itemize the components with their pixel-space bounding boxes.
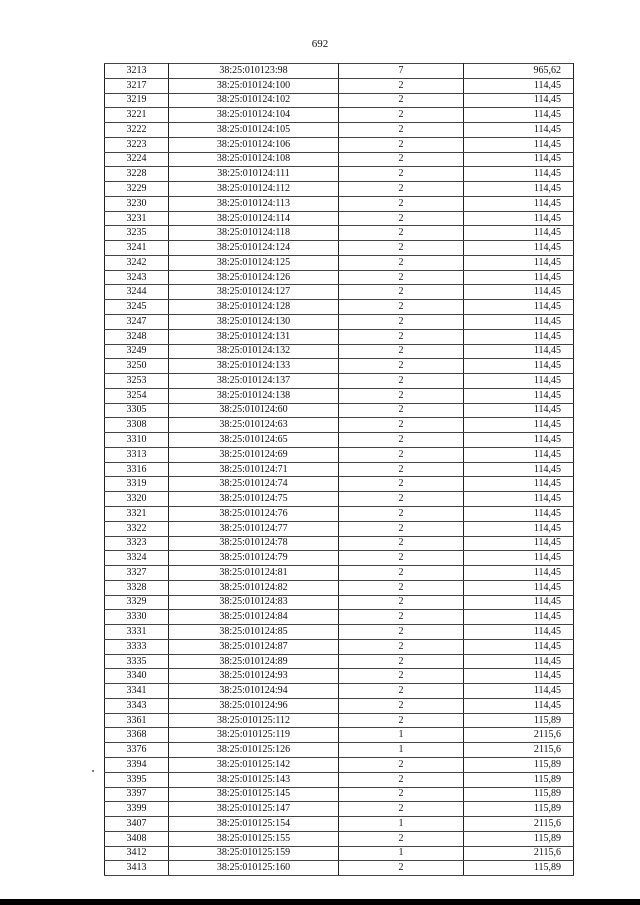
table-row <box>105 492 574 507</box>
row-count: 2 <box>339 713 464 728</box>
cadastral-number: 38:25:010124:132 <box>169 344 339 359</box>
row-id: 3319 <box>105 477 169 492</box>
table-row <box>105 787 574 802</box>
table-row <box>105 182 574 197</box>
row-area: 114,45 <box>464 241 574 256</box>
table-row <box>105 167 574 182</box>
row-area: 115,89 <box>464 787 574 802</box>
table-row <box>105 403 574 418</box>
row-count: 2 <box>339 93 464 108</box>
row-area: 114,45 <box>464 196 574 211</box>
cadastral-number: 38:25:010125:142 <box>169 757 339 772</box>
cadastral-number: 38:25:010124:85 <box>169 625 339 640</box>
table-row <box>105 728 574 743</box>
row-id: 3221 <box>105 108 169 123</box>
row-count: 2 <box>339 78 464 93</box>
row-count: 2 <box>339 610 464 625</box>
row-area: 114,45 <box>464 137 574 152</box>
row-id: 3340 <box>105 669 169 684</box>
row-id: 3412 <box>105 846 169 861</box>
scan-speck <box>92 770 94 772</box>
row-area: 114,45 <box>464 654 574 669</box>
table-row <box>105 123 574 138</box>
cadastral-number: 38:25:010124:89 <box>169 654 339 669</box>
row-id: 3330 <box>105 610 169 625</box>
row-area: 965,62 <box>464 64 574 79</box>
row-area: 114,45 <box>464 625 574 640</box>
row-area: 114,45 <box>464 167 574 182</box>
table-row <box>105 861 574 876</box>
table-row <box>105 477 574 492</box>
row-area: 114,45 <box>464 108 574 123</box>
row-area: 2115,6 <box>464 728 574 743</box>
row-id: 3341 <box>105 684 169 699</box>
row-count: 2 <box>339 492 464 507</box>
row-area: 114,45 <box>464 226 574 241</box>
cadastral-number: 38:25:010123:98 <box>169 64 339 79</box>
cadastral-number: 38:25:010124:127 <box>169 285 339 300</box>
row-area: 114,45 <box>464 698 574 713</box>
row-area: 2115,6 <box>464 743 574 758</box>
row-area: 114,45 <box>464 315 574 330</box>
cadastral-number: 38:25:010124:131 <box>169 329 339 344</box>
row-count: 2 <box>339 196 464 211</box>
table-row <box>105 64 574 79</box>
row-id: 3397 <box>105 787 169 802</box>
row-id: 3245 <box>105 300 169 315</box>
cadastral-number: 38:25:010125:160 <box>169 861 339 876</box>
table-row <box>105 447 574 462</box>
table-row <box>105 654 574 669</box>
row-count: 2 <box>339 625 464 640</box>
row-count: 7 <box>339 64 464 79</box>
row-count: 2 <box>339 374 464 389</box>
row-area: 114,45 <box>464 610 574 625</box>
row-id: 3231 <box>105 211 169 226</box>
row-area: 114,45 <box>464 78 574 93</box>
cadastral-number: 38:25:010124:76 <box>169 506 339 521</box>
table-row <box>105 595 574 610</box>
row-id: 3343 <box>105 698 169 713</box>
row-area: 114,45 <box>464 506 574 521</box>
row-id: 3327 <box>105 566 169 581</box>
row-count: 2 <box>339 698 464 713</box>
cadastral-number: 38:25:010124:75 <box>169 492 339 507</box>
row-area: 115,89 <box>464 772 574 787</box>
cadastral-number: 38:25:010124:114 <box>169 211 339 226</box>
row-count: 2 <box>339 551 464 566</box>
cadastral-number: 38:25:010124:96 <box>169 698 339 713</box>
table-row <box>105 315 574 330</box>
cadastral-number: 38:25:010124:93 <box>169 669 339 684</box>
row-id: 3229 <box>105 182 169 197</box>
row-id: 3248 <box>105 329 169 344</box>
row-count: 2 <box>339 255 464 270</box>
table-row <box>105 359 574 374</box>
cadastral-number: 38:25:010124:111 <box>169 167 339 182</box>
cadastral-number: 38:25:010125:159 <box>169 846 339 861</box>
table-row <box>105 374 574 389</box>
row-id: 3322 <box>105 521 169 536</box>
row-count: 2 <box>339 536 464 551</box>
row-area: 114,45 <box>464 182 574 197</box>
row-id: 3321 <box>105 506 169 521</box>
cadastral-number: 38:25:010125:147 <box>169 802 339 817</box>
row-count: 2 <box>339 285 464 300</box>
row-count: 2 <box>339 802 464 817</box>
row-area: 114,45 <box>464 403 574 418</box>
row-id: 3413 <box>105 861 169 876</box>
row-count: 2 <box>339 639 464 654</box>
row-area: 114,45 <box>464 152 574 167</box>
table-row <box>105 78 574 93</box>
table-row <box>105 462 574 477</box>
row-id: 3249 <box>105 344 169 359</box>
table-row <box>105 93 574 108</box>
row-count: 2 <box>339 595 464 610</box>
row-id: 3243 <box>105 270 169 285</box>
row-area: 114,45 <box>464 374 574 389</box>
row-area: 115,89 <box>464 861 574 876</box>
cadastral-number: 38:25:010124:126 <box>169 270 339 285</box>
row-count: 2 <box>339 772 464 787</box>
row-count: 2 <box>339 506 464 521</box>
row-area: 114,45 <box>464 211 574 226</box>
row-count: 1 <box>339 743 464 758</box>
cadastral-number: 38:25:010124:60 <box>169 403 339 418</box>
row-count: 2 <box>339 359 464 374</box>
row-count: 2 <box>339 300 464 315</box>
table-row <box>105 241 574 256</box>
row-id: 3313 <box>105 447 169 462</box>
table-row <box>105 713 574 728</box>
row-count: 2 <box>339 152 464 167</box>
row-id: 3361 <box>105 713 169 728</box>
row-id: 3329 <box>105 595 169 610</box>
table-row <box>105 270 574 285</box>
row-id: 3254 <box>105 388 169 403</box>
row-area: 114,45 <box>464 447 574 462</box>
cadastral-number: 38:25:010124:83 <box>169 595 339 610</box>
row-area: 114,45 <box>464 477 574 492</box>
table-row <box>105 521 574 536</box>
row-count: 2 <box>339 433 464 448</box>
cadastral-number: 38:25:010124:124 <box>169 241 339 256</box>
table-row <box>105 418 574 433</box>
row-id: 3247 <box>105 315 169 330</box>
row-area: 115,89 <box>464 802 574 817</box>
cadastral-number: 38:25:010124:84 <box>169 610 339 625</box>
row-id: 3223 <box>105 137 169 152</box>
row-area: 114,45 <box>464 566 574 581</box>
table-row <box>105 255 574 270</box>
row-count: 2 <box>339 182 464 197</box>
row-id: 3242 <box>105 255 169 270</box>
row-count: 1 <box>339 728 464 743</box>
table-row <box>105 639 574 654</box>
cadastral-number: 38:25:010124:112 <box>169 182 339 197</box>
row-count: 2 <box>339 654 464 669</box>
row-count: 2 <box>339 167 464 182</box>
row-count: 2 <box>339 108 464 123</box>
cadastral-number: 38:25:010124:79 <box>169 551 339 566</box>
table-body <box>105 64 574 876</box>
table-row <box>105 329 574 344</box>
row-id: 3219 <box>105 93 169 108</box>
table-row <box>105 846 574 861</box>
row-id: 3331 <box>105 625 169 640</box>
row-id: 3308 <box>105 418 169 433</box>
table-row <box>105 580 574 595</box>
cadastral-number: 38:25:010124:78 <box>169 536 339 551</box>
row-id: 3335 <box>105 654 169 669</box>
table-row <box>105 757 574 772</box>
row-count: 2 <box>339 669 464 684</box>
row-count: 2 <box>339 787 464 802</box>
row-count: 2 <box>339 462 464 477</box>
row-area: 114,45 <box>464 669 574 684</box>
row-id: 3310 <box>105 433 169 448</box>
row-count: 2 <box>339 241 464 256</box>
row-id: 3328 <box>105 580 169 595</box>
row-count: 2 <box>339 684 464 699</box>
cadastral-number: 38:25:010124:87 <box>169 639 339 654</box>
cadastral-number: 38:25:010124:82 <box>169 580 339 595</box>
row-area: 114,45 <box>464 462 574 477</box>
row-area: 114,45 <box>464 492 574 507</box>
row-area: 114,45 <box>464 433 574 448</box>
row-area: 114,45 <box>464 639 574 654</box>
cadastral-number: 38:25:010124:71 <box>169 462 339 477</box>
table-row <box>105 388 574 403</box>
row-count: 1 <box>339 846 464 861</box>
row-count: 2 <box>339 580 464 595</box>
cadastral-number: 38:25:010124:133 <box>169 359 339 374</box>
row-id: 3323 <box>105 536 169 551</box>
row-id: 3316 <box>105 462 169 477</box>
row-id: 3305 <box>105 403 169 418</box>
row-id: 3408 <box>105 831 169 846</box>
row-id: 3244 <box>105 285 169 300</box>
row-area: 114,45 <box>464 521 574 536</box>
row-count: 2 <box>339 329 464 344</box>
cadastral-number: 38:25:010124:105 <box>169 123 339 138</box>
row-id: 3324 <box>105 551 169 566</box>
table-row <box>105 551 574 566</box>
row-area: 114,45 <box>464 300 574 315</box>
top-edge <box>0 0 640 6</box>
cadastral-number: 38:25:010124:100 <box>169 78 339 93</box>
table-row <box>105 285 574 300</box>
page-number: 692 <box>311 38 329 50</box>
row-area: 114,45 <box>464 418 574 433</box>
cadastral-number: 38:25:010124:137 <box>169 374 339 389</box>
row-id: 3399 <box>105 802 169 817</box>
row-id: 3217 <box>105 78 169 93</box>
row-id: 3394 <box>105 757 169 772</box>
cadastral-number: 38:25:010124:108 <box>169 152 339 167</box>
row-area: 114,45 <box>464 388 574 403</box>
row-count: 2 <box>339 123 464 138</box>
cadastral-number: 38:25:010124:104 <box>169 108 339 123</box>
row-count: 2 <box>339 270 464 285</box>
row-area: 114,45 <box>464 255 574 270</box>
table-row <box>105 743 574 758</box>
row-count: 2 <box>339 566 464 581</box>
table-row <box>105 536 574 551</box>
row-id: 3230 <box>105 196 169 211</box>
table-row <box>105 669 574 684</box>
row-area: 114,45 <box>464 93 574 108</box>
table-row <box>105 772 574 787</box>
row-area: 115,89 <box>464 713 574 728</box>
cadastral-number: 38:25:010124:77 <box>169 521 339 536</box>
cadastral-number: 38:25:010124:102 <box>169 93 339 108</box>
cadastral-number: 38:25:010124:106 <box>169 137 339 152</box>
row-id: 3222 <box>105 123 169 138</box>
cadastral-number: 38:25:010124:113 <box>169 196 339 211</box>
row-id: 3407 <box>105 817 169 832</box>
row-count: 2 <box>339 477 464 492</box>
row-area: 115,89 <box>464 757 574 772</box>
row-count: 2 <box>339 403 464 418</box>
row-area: 114,45 <box>464 580 574 595</box>
table-row <box>105 152 574 167</box>
cadastral-number: 38:25:010124:63 <box>169 418 339 433</box>
row-count: 2 <box>339 521 464 536</box>
table-row <box>105 817 574 832</box>
row-area: 114,45 <box>464 684 574 699</box>
row-count: 2 <box>339 388 464 403</box>
row-area: 114,45 <box>464 329 574 344</box>
row-count: 1 <box>339 817 464 832</box>
cadastral-number: 38:25:010124:130 <box>169 315 339 330</box>
row-id: 3213 <box>105 64 169 79</box>
bottom-edge <box>0 899 640 905</box>
table-row <box>105 211 574 226</box>
cadastral-number: 38:25:010125:119 <box>169 728 339 743</box>
cadastral-number: 38:25:010124:125 <box>169 255 339 270</box>
cadastral-number: 38:25:010124:69 <box>169 447 339 462</box>
row-area: 114,45 <box>464 536 574 551</box>
row-area: 114,45 <box>464 285 574 300</box>
table-row <box>105 610 574 625</box>
table-row <box>105 698 574 713</box>
row-area: 2115,6 <box>464 846 574 861</box>
cadastral-number: 38:25:010125:143 <box>169 772 339 787</box>
row-id: 3250 <box>105 359 169 374</box>
table-row <box>105 566 574 581</box>
row-id: 3224 <box>105 152 169 167</box>
row-area: 114,45 <box>464 551 574 566</box>
row-id: 3320 <box>105 492 169 507</box>
table-row <box>105 433 574 448</box>
cadastral-number: 38:25:010124:118 <box>169 226 339 241</box>
cadastral-number: 38:25:010124:81 <box>169 566 339 581</box>
row-count: 2 <box>339 861 464 876</box>
row-id: 3241 <box>105 241 169 256</box>
row-id: 3333 <box>105 639 169 654</box>
row-count: 2 <box>339 315 464 330</box>
table-row <box>105 684 574 699</box>
table-row <box>105 344 574 359</box>
cadastral-number: 38:25:010125:126 <box>169 743 339 758</box>
cadastral-number: 38:25:010124:94 <box>169 684 339 699</box>
table-row <box>105 831 574 846</box>
row-area: 114,45 <box>464 270 574 285</box>
row-area: 2115,6 <box>464 817 574 832</box>
row-count: 2 <box>339 418 464 433</box>
row-area: 114,45 <box>464 595 574 610</box>
row-id: 3368 <box>105 728 169 743</box>
table-row <box>105 226 574 241</box>
cadastral-number: 38:25:010124:138 <box>169 388 339 403</box>
row-area: 115,89 <box>464 831 574 846</box>
cadastral-number: 38:25:010125:155 <box>169 831 339 846</box>
table-row <box>105 196 574 211</box>
row-count: 2 <box>339 226 464 241</box>
row-count: 2 <box>339 447 464 462</box>
row-id: 3395 <box>105 772 169 787</box>
row-count: 2 <box>339 757 464 772</box>
table-row <box>105 625 574 640</box>
row-id: 3235 <box>105 226 169 241</box>
row-id: 3376 <box>105 743 169 758</box>
table-row <box>105 802 574 817</box>
row-count: 2 <box>339 344 464 359</box>
row-count: 2 <box>339 211 464 226</box>
cadastral-number: 38:25:010125:154 <box>169 817 339 832</box>
cadastral-number: 38:25:010125:112 <box>169 713 339 728</box>
cadastral-table <box>104 63 574 876</box>
row-count: 2 <box>339 137 464 152</box>
cadastral-number: 38:25:010125:145 <box>169 787 339 802</box>
row-area: 114,45 <box>464 359 574 374</box>
cadastral-number: 38:25:010124:74 <box>169 477 339 492</box>
cadastral-number: 38:25:010124:65 <box>169 433 339 448</box>
table-row <box>105 137 574 152</box>
row-id: 3253 <box>105 374 169 389</box>
table-row <box>105 108 574 123</box>
row-area: 114,45 <box>464 344 574 359</box>
table-row <box>105 300 574 315</box>
row-id: 3228 <box>105 167 169 182</box>
table-row <box>105 506 574 521</box>
row-area: 114,45 <box>464 123 574 138</box>
cadastral-number: 38:25:010124:128 <box>169 300 339 315</box>
row-count: 2 <box>339 831 464 846</box>
